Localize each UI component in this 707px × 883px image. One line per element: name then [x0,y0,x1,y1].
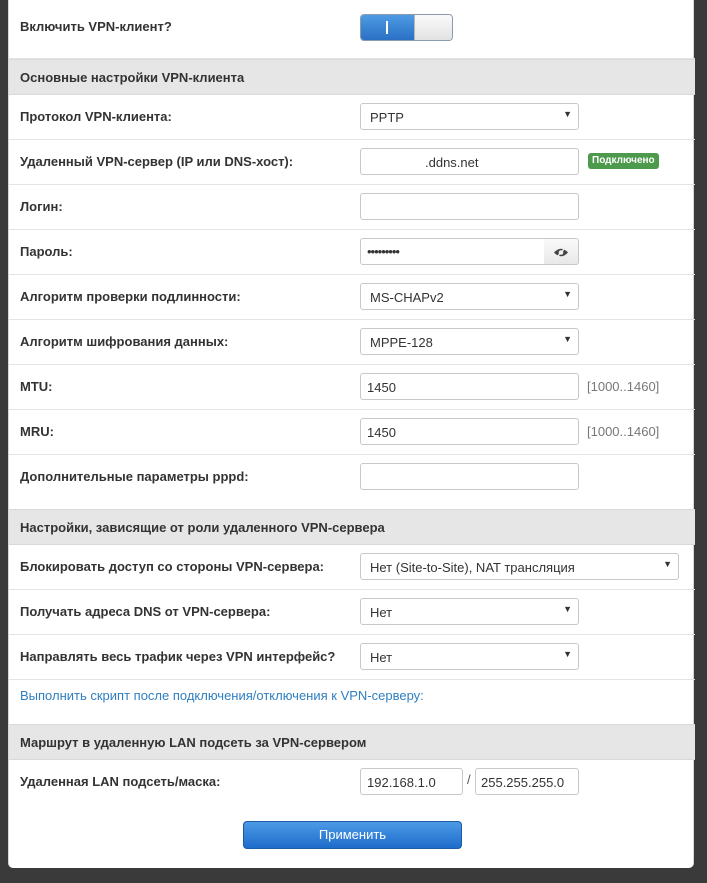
mtu-range-hint: [1000..1460] [587,379,660,394]
encryption-value: MPPE-128 [370,335,433,350]
toggle-on-indicator [386,21,388,34]
row-password [9,230,695,275]
password-label: Пароль: [20,244,73,259]
row-login [9,185,695,230]
auth-value: MS-CHAPv2 [370,290,444,305]
row-protocol [9,95,695,140]
row-auth-algorithm [9,275,695,320]
protocol-label: Протокол VPN-клиента: [20,109,172,124]
pppd-label: Дополнительные параметры pppd: [20,469,249,484]
apply-button[interactable]: Применить [243,821,462,849]
row-block-access [9,545,695,590]
section-route-title: Маршрут в удаленную LAN подсеть за VPN-сервером [20,735,367,750]
lan-subnet-value: 192.168.1.0 [367,775,436,790]
auth-label: Алгоритм проверки подлинности: [20,289,241,304]
dns-label: Получать адреса DNS от VPN-сервера: [20,604,271,619]
row-dns [9,590,695,635]
toggle-off-side [414,15,452,40]
all-traffic-label: Направлять весь трафик через VPN интерфейс? [20,649,336,664]
subnet-mask-separator: / [467,772,471,787]
row-vpn-enable [9,0,695,59]
password-input[interactable] [360,238,545,265]
row-all-traffic [9,635,695,680]
server-label: Удаленный VPN-сервер (IP или DNS-хост): [20,154,294,169]
chevron-down-icon: ▼ [563,334,572,344]
row-mtu [9,365,695,410]
row-lan-subnet [9,760,695,805]
lan-mask-input[interactable] [475,768,579,795]
chevron-down-icon: ▼ [663,559,672,569]
show-password-button[interactable] [544,238,579,265]
mtu-value: 1450 [367,380,396,395]
server-input[interactable] [360,148,579,175]
mtu-input[interactable] [360,373,579,400]
block-access-value: Нет (Site-to-Site), NAT трансляция [370,560,575,575]
login-input[interactable] [360,193,579,220]
section-role-settings [9,509,695,545]
lan-label: Удаленная LAN подсеть/маска: [20,774,221,789]
dns-select[interactable] [360,598,579,625]
section-route-settings [9,724,695,760]
all-traffic-select[interactable] [360,643,579,670]
mtu-label: MTU: [20,379,53,394]
section-basic-title: Основные настройки VPN-клиента [20,70,245,85]
pppd-input[interactable] [360,463,579,490]
lan-mask-value: 255.255.255.0 [481,775,565,790]
protocol-select[interactable] [360,103,579,130]
dns-value: Нет [370,605,393,620]
mru-range-hint: [1000..1460] [587,424,660,439]
password-value: ••••••••• [367,244,399,259]
chevron-down-icon: ▼ [563,604,572,614]
vpn-enable-toggle[interactable] [360,14,453,41]
encryption-label: Алгоритм шифрования данных: [20,334,229,349]
connection-status-badge: Подключено [588,153,659,169]
script-settings-link[interactable]: Выполнить скрипт после подключения/отключения к VPN-серверу: [20,688,424,703]
mru-label: MRU: [20,424,54,439]
mru-value: 1450 [367,425,396,440]
server-value: .ddns.net [425,155,479,170]
mru-input[interactable] [360,418,579,445]
chevron-down-icon: ▼ [563,109,572,119]
section-role-title: Настройки, зависящие от роли удаленного VPN-сервера [20,520,385,535]
auth-select[interactable] [360,283,579,310]
row-encryption [9,320,695,365]
chevron-down-icon: ▼ [563,289,572,299]
block-access-label: Блокировать доступ со стороны VPN-сервера: [20,559,325,574]
block-access-select[interactable] [360,553,679,580]
section-basic-settings [9,59,695,95]
vpn-client-settings-panel [8,0,694,868]
row-mru [9,410,695,455]
chevron-down-icon: ▼ [563,649,572,659]
vpn-enable-label: Включить VPN-клиент? [20,19,172,34]
row-pppd [9,455,695,509]
lan-subnet-input[interactable] [360,768,463,795]
encryption-select[interactable] [360,328,579,355]
protocol-value: PPTP [370,110,404,125]
eye-slash-icon [544,239,579,266]
login-label: Логин: [20,199,63,214]
all-traffic-value: Нет [370,650,393,665]
toggle-on-side [361,15,414,40]
